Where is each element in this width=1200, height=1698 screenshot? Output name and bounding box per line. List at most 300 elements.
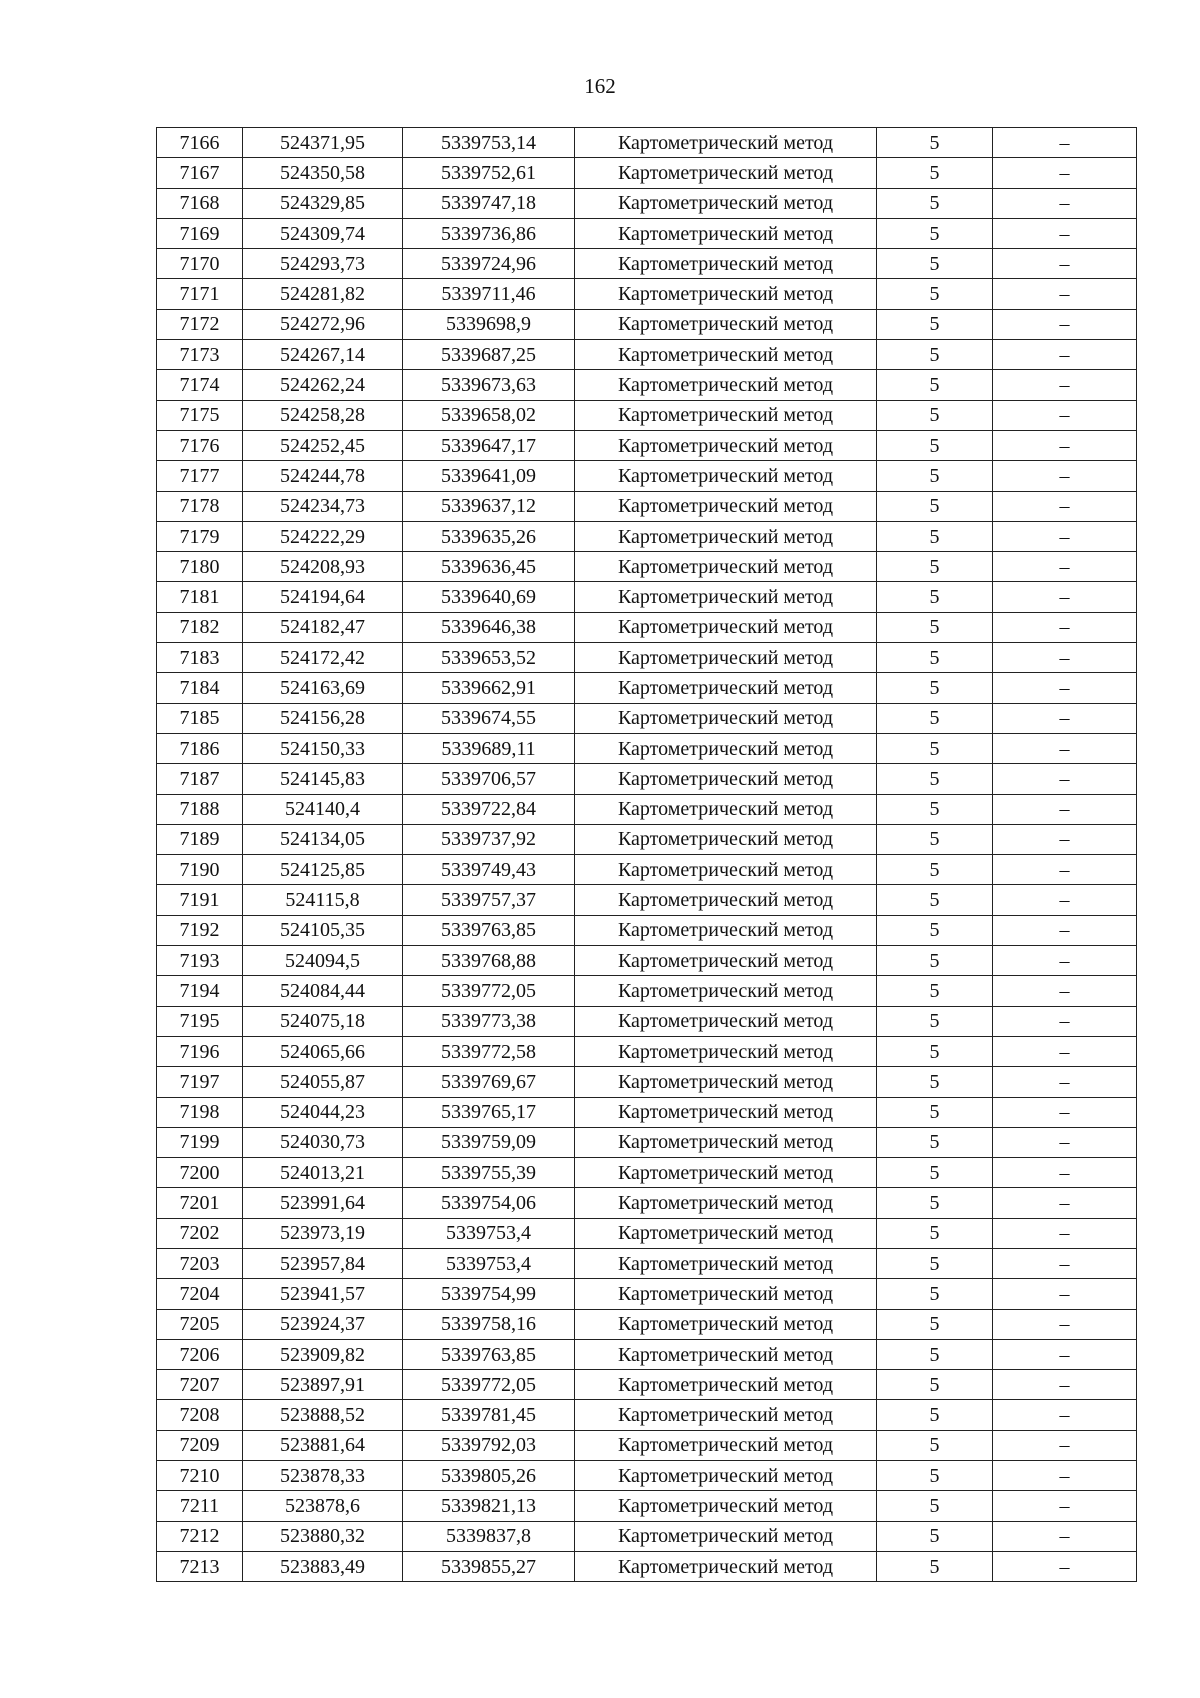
- point-number-cell: 7167: [157, 158, 243, 188]
- table-row: [157, 400, 1137, 430]
- note-cell: –: [993, 158, 1137, 188]
- method-cell: Картометрический метод: [575, 128, 877, 158]
- accuracy-cell: 5: [877, 976, 993, 1006]
- y-coordinate-cell: 5339646,38: [403, 612, 575, 642]
- x-coordinate-cell: 524044,23: [243, 1097, 403, 1127]
- table-row: [157, 946, 1137, 976]
- y-coordinate-cell: 5339635,26: [403, 521, 575, 551]
- accuracy-cell: 5: [877, 1036, 993, 1066]
- note-cell: –: [993, 279, 1137, 309]
- table-row: [157, 885, 1137, 915]
- y-coordinate-cell: 5339674,55: [403, 703, 575, 733]
- note-cell: –: [993, 370, 1137, 400]
- table-row: [157, 1248, 1137, 1278]
- accuracy-cell: 5: [877, 521, 993, 551]
- table-row: [157, 1430, 1137, 1460]
- coordinates-table: [156, 127, 1137, 1582]
- x-coordinate-cell: 523909,82: [243, 1339, 403, 1369]
- page-number: 162: [584, 74, 616, 98]
- point-number-cell: 7197: [157, 1067, 243, 1097]
- method-cell: Картометрический метод: [575, 521, 877, 551]
- y-coordinate-cell: 5339747,18: [403, 188, 575, 218]
- table-row: [157, 1006, 1137, 1036]
- table-row: [157, 794, 1137, 824]
- accuracy-cell: 5: [877, 673, 993, 703]
- point-number-cell: 7169: [157, 218, 243, 248]
- point-number-cell: 7180: [157, 552, 243, 582]
- x-coordinate-cell: 524134,05: [243, 824, 403, 854]
- method-cell: Картометрический метод: [575, 764, 877, 794]
- point-number-cell: 7175: [157, 400, 243, 430]
- y-coordinate-cell: 5339722,84: [403, 794, 575, 824]
- x-coordinate-cell: 524115,8: [243, 885, 403, 915]
- y-coordinate-cell: 5339658,02: [403, 400, 575, 430]
- note-cell: –: [993, 218, 1137, 248]
- x-coordinate-cell: 524105,35: [243, 915, 403, 945]
- method-cell: Картометрический метод: [575, 1127, 877, 1157]
- accuracy-cell: 5: [877, 946, 993, 976]
- y-coordinate-cell: 5339706,57: [403, 764, 575, 794]
- point-number-cell: 7174: [157, 370, 243, 400]
- point-number-cell: 7213: [157, 1551, 243, 1581]
- table-row: [157, 673, 1137, 703]
- method-cell: Картометрический метод: [575, 1339, 877, 1369]
- point-number-cell: 7209: [157, 1430, 243, 1460]
- y-coordinate-cell: 5339765,17: [403, 1097, 575, 1127]
- x-coordinate-cell: 524145,83: [243, 764, 403, 794]
- note-cell: –: [993, 1521, 1137, 1551]
- note-cell: –: [993, 794, 1137, 824]
- x-coordinate-cell: 524182,47: [243, 612, 403, 642]
- point-number-cell: 7200: [157, 1158, 243, 1188]
- point-number-cell: 7171: [157, 279, 243, 309]
- x-coordinate-cell: 523878,33: [243, 1461, 403, 1491]
- accuracy-cell: 5: [877, 1127, 993, 1157]
- x-coordinate-cell: 523888,52: [243, 1400, 403, 1430]
- y-coordinate-cell: 5339759,09: [403, 1127, 575, 1157]
- x-coordinate-cell: 524262,24: [243, 370, 403, 400]
- accuracy-cell: 5: [877, 1521, 993, 1551]
- method-cell: Картометрический метод: [575, 1430, 877, 1460]
- note-cell: –: [993, 703, 1137, 733]
- table-row: [157, 1461, 1137, 1491]
- method-cell: Картометрический метод: [575, 218, 877, 248]
- table-row: [157, 1279, 1137, 1309]
- table-row: [157, 491, 1137, 521]
- point-number-cell: 7188: [157, 794, 243, 824]
- point-number-cell: 7179: [157, 521, 243, 551]
- x-coordinate-cell: 524163,69: [243, 673, 403, 703]
- table-row: [157, 855, 1137, 885]
- accuracy-cell: 5: [877, 1158, 993, 1188]
- table-row: [157, 1309, 1137, 1339]
- table-row: [157, 976, 1137, 1006]
- point-number-cell: 7206: [157, 1339, 243, 1369]
- point-number-cell: 7184: [157, 673, 243, 703]
- y-coordinate-cell: 5339653,52: [403, 643, 575, 673]
- y-coordinate-cell: 5339757,37: [403, 885, 575, 915]
- y-coordinate-cell: 5339781,45: [403, 1400, 575, 1430]
- y-coordinate-cell: 5339855,27: [403, 1551, 575, 1581]
- note-cell: –: [993, 643, 1137, 673]
- accuracy-cell: 5: [877, 855, 993, 885]
- x-coordinate-cell: 524094,5: [243, 946, 403, 976]
- method-cell: Картометрический метод: [575, 1067, 877, 1097]
- accuracy-cell: 5: [877, 340, 993, 370]
- accuracy-cell: 5: [877, 552, 993, 582]
- table-row: [157, 1400, 1137, 1430]
- table-row: [157, 1036, 1137, 1066]
- accuracy-cell: 5: [877, 309, 993, 339]
- x-coordinate-cell: 523878,6: [243, 1491, 403, 1521]
- y-coordinate-cell: 5339749,43: [403, 855, 575, 885]
- y-coordinate-cell: 5339753,4: [403, 1248, 575, 1278]
- method-cell: Картометрический метод: [575, 915, 877, 945]
- point-number-cell: 7194: [157, 976, 243, 1006]
- accuracy-cell: 5: [877, 430, 993, 460]
- note-cell: –: [993, 1491, 1137, 1521]
- table-row: [157, 1218, 1137, 1248]
- method-cell: Картометрический метод: [575, 855, 877, 885]
- x-coordinate-cell: 523897,91: [243, 1370, 403, 1400]
- point-number-cell: 7189: [157, 824, 243, 854]
- y-coordinate-cell: 5339769,67: [403, 1067, 575, 1097]
- y-coordinate-cell: 5339689,11: [403, 733, 575, 763]
- method-cell: Картометрический метод: [575, 976, 877, 1006]
- x-coordinate-cell: 524329,85: [243, 188, 403, 218]
- x-coordinate-cell: 524013,21: [243, 1158, 403, 1188]
- method-cell: Картометрический метод: [575, 1551, 877, 1581]
- point-number-cell: 7205: [157, 1309, 243, 1339]
- x-coordinate-cell: 523941,57: [243, 1279, 403, 1309]
- method-cell: Картометрический метод: [575, 643, 877, 673]
- point-number-cell: 7198: [157, 1097, 243, 1127]
- y-coordinate-cell: 5339637,12: [403, 491, 575, 521]
- y-coordinate-cell: 5339753,14: [403, 128, 575, 158]
- y-coordinate-cell: 5339805,26: [403, 1461, 575, 1491]
- note-cell: –: [993, 1006, 1137, 1036]
- y-coordinate-cell: 5339758,16: [403, 1309, 575, 1339]
- point-number-cell: 7196: [157, 1036, 243, 1066]
- note-cell: –: [993, 885, 1137, 915]
- note-cell: –: [993, 521, 1137, 551]
- method-cell: Картометрический метод: [575, 188, 877, 218]
- x-coordinate-cell: 524293,73: [243, 249, 403, 279]
- method-cell: Картометрический метод: [575, 673, 877, 703]
- accuracy-cell: 5: [877, 1370, 993, 1400]
- y-coordinate-cell: 5339763,85: [403, 915, 575, 945]
- x-coordinate-cell: 523991,64: [243, 1188, 403, 1218]
- accuracy-cell: 5: [877, 1248, 993, 1278]
- method-cell: Картометрический метод: [575, 1491, 877, 1521]
- table-row: [157, 1188, 1137, 1218]
- table-row: [157, 552, 1137, 582]
- point-number-cell: 7211: [157, 1491, 243, 1521]
- table-row: [157, 612, 1137, 642]
- point-number-cell: 7178: [157, 491, 243, 521]
- method-cell: Картометрический метод: [575, 1036, 877, 1066]
- accuracy-cell: 5: [877, 1430, 993, 1460]
- x-coordinate-cell: 524281,82: [243, 279, 403, 309]
- note-cell: –: [993, 1248, 1137, 1278]
- point-number-cell: 7187: [157, 764, 243, 794]
- x-coordinate-cell: 524222,29: [243, 521, 403, 551]
- method-cell: Картометрический метод: [575, 340, 877, 370]
- y-coordinate-cell: 5339687,25: [403, 340, 575, 370]
- y-coordinate-cell: 5339837,8: [403, 1521, 575, 1551]
- note-cell: –: [993, 612, 1137, 642]
- table-row: [157, 430, 1137, 460]
- accuracy-cell: 5: [877, 491, 993, 521]
- table-row: [157, 309, 1137, 339]
- method-cell: Картометрический метод: [575, 158, 877, 188]
- x-coordinate-cell: 524156,28: [243, 703, 403, 733]
- y-coordinate-cell: 5339641,09: [403, 461, 575, 491]
- accuracy-cell: 5: [877, 824, 993, 854]
- table-row: [157, 764, 1137, 794]
- accuracy-cell: 5: [877, 612, 993, 642]
- accuracy-cell: 5: [877, 400, 993, 430]
- table-row: [157, 733, 1137, 763]
- point-number-cell: 7208: [157, 1400, 243, 1430]
- accuracy-cell: 5: [877, 1097, 993, 1127]
- note-cell: –: [993, 1309, 1137, 1339]
- point-number-cell: 7170: [157, 249, 243, 279]
- point-number-cell: 7176: [157, 430, 243, 460]
- x-coordinate-cell: 523880,32: [243, 1521, 403, 1551]
- x-coordinate-cell: 524172,42: [243, 643, 403, 673]
- accuracy-cell: 5: [877, 279, 993, 309]
- x-coordinate-cell: 523924,37: [243, 1309, 403, 1339]
- point-number-cell: 7185: [157, 703, 243, 733]
- method-cell: Картометрический метод: [575, 1309, 877, 1339]
- accuracy-cell: 5: [877, 1491, 993, 1521]
- note-cell: –: [993, 1097, 1137, 1127]
- accuracy-cell: 5: [877, 703, 993, 733]
- y-coordinate-cell: 5339636,45: [403, 552, 575, 582]
- note-cell: –: [993, 491, 1137, 521]
- point-number-cell: 7210: [157, 1461, 243, 1491]
- accuracy-cell: 5: [877, 1339, 993, 1369]
- method-cell: Картометрический метод: [575, 1218, 877, 1248]
- point-number-cell: 7201: [157, 1188, 243, 1218]
- note-cell: –: [993, 552, 1137, 582]
- y-coordinate-cell: 5339821,13: [403, 1491, 575, 1521]
- accuracy-cell: 5: [877, 1218, 993, 1248]
- x-coordinate-cell: 523881,64: [243, 1430, 403, 1460]
- note-cell: –: [993, 764, 1137, 794]
- note-cell: –: [993, 340, 1137, 370]
- table-row: [157, 824, 1137, 854]
- note-cell: –: [993, 128, 1137, 158]
- method-cell: Картометрический метод: [575, 279, 877, 309]
- note-cell: –: [993, 1067, 1137, 1097]
- x-coordinate-cell: 524371,95: [243, 128, 403, 158]
- note-cell: –: [993, 1370, 1137, 1400]
- x-coordinate-cell: 524267,14: [243, 340, 403, 370]
- y-coordinate-cell: 5339673,63: [403, 370, 575, 400]
- method-cell: Картометрический метод: [575, 582, 877, 612]
- note-cell: –: [993, 855, 1137, 885]
- note-cell: –: [993, 976, 1137, 1006]
- point-number-cell: 7177: [157, 461, 243, 491]
- method-cell: Картометрический метод: [575, 794, 877, 824]
- accuracy-cell: 5: [877, 128, 993, 158]
- accuracy-cell: 5: [877, 764, 993, 794]
- y-coordinate-cell: 5339736,86: [403, 218, 575, 248]
- y-coordinate-cell: 5339711,46: [403, 279, 575, 309]
- table-row: [157, 643, 1137, 673]
- table-row: [157, 703, 1137, 733]
- accuracy-cell: 5: [877, 582, 993, 612]
- point-number-cell: 7212: [157, 1521, 243, 1551]
- x-coordinate-cell: 524075,18: [243, 1006, 403, 1036]
- method-cell: Картометрический метод: [575, 491, 877, 521]
- note-cell: –: [993, 1279, 1137, 1309]
- note-cell: –: [993, 1036, 1137, 1066]
- table-row: [157, 1158, 1137, 1188]
- x-coordinate-cell: 523957,84: [243, 1248, 403, 1278]
- note-cell: –: [993, 1127, 1137, 1157]
- x-coordinate-cell: 524084,44: [243, 976, 403, 1006]
- note-cell: –: [993, 309, 1137, 339]
- accuracy-cell: 5: [877, 1067, 993, 1097]
- point-number-cell: 7172: [157, 309, 243, 339]
- point-number-cell: 7166: [157, 128, 243, 158]
- method-cell: Картометрический метод: [575, 461, 877, 491]
- x-coordinate-cell: 524252,45: [243, 430, 403, 460]
- point-number-cell: 7204: [157, 1279, 243, 1309]
- table-row: [157, 1097, 1137, 1127]
- point-number-cell: 7192: [157, 915, 243, 945]
- x-coordinate-cell: 524030,73: [243, 1127, 403, 1157]
- y-coordinate-cell: 5339647,17: [403, 430, 575, 460]
- y-coordinate-cell: 5339754,99: [403, 1279, 575, 1309]
- y-coordinate-cell: 5339724,96: [403, 249, 575, 279]
- table-row: [157, 188, 1137, 218]
- y-coordinate-cell: 5339737,92: [403, 824, 575, 854]
- note-cell: –: [993, 582, 1137, 612]
- x-coordinate-cell: 524244,78: [243, 461, 403, 491]
- point-number-cell: 7191: [157, 885, 243, 915]
- accuracy-cell: 5: [877, 188, 993, 218]
- method-cell: Картометрический метод: [575, 1097, 877, 1127]
- note-cell: –: [993, 1430, 1137, 1460]
- x-coordinate-cell: 524309,74: [243, 218, 403, 248]
- x-coordinate-cell: 524140,4: [243, 794, 403, 824]
- method-cell: Картометрический метод: [575, 1006, 877, 1036]
- method-cell: Картометрический метод: [575, 309, 877, 339]
- method-cell: Картометрический метод: [575, 370, 877, 400]
- accuracy-cell: 5: [877, 885, 993, 915]
- x-coordinate-cell: 524194,64: [243, 582, 403, 612]
- y-coordinate-cell: 5339754,06: [403, 1188, 575, 1218]
- table-row: [157, 218, 1137, 248]
- table-row: [157, 582, 1137, 612]
- method-cell: Картометрический метод: [575, 430, 877, 460]
- method-cell: Картометрический метод: [575, 1461, 877, 1491]
- accuracy-cell: 5: [877, 218, 993, 248]
- table-row: [157, 1521, 1137, 1551]
- x-coordinate-cell: 524350,58: [243, 158, 403, 188]
- y-coordinate-cell: 5339755,39: [403, 1158, 575, 1188]
- point-number-cell: 7195: [157, 1006, 243, 1036]
- x-coordinate-cell: 524125,85: [243, 855, 403, 885]
- accuracy-cell: 5: [877, 794, 993, 824]
- note-cell: –: [993, 1339, 1137, 1369]
- table-row: [157, 370, 1137, 400]
- table-row: [157, 279, 1137, 309]
- table-row: [157, 1127, 1137, 1157]
- y-coordinate-cell: 5339772,05: [403, 976, 575, 1006]
- note-cell: –: [993, 430, 1137, 460]
- table-row: [157, 1067, 1137, 1097]
- x-coordinate-cell: 523883,49: [243, 1551, 403, 1581]
- point-number-cell: 7199: [157, 1127, 243, 1157]
- accuracy-cell: 5: [877, 1400, 993, 1430]
- y-coordinate-cell: 5339753,4: [403, 1218, 575, 1248]
- table-row: [157, 1551, 1137, 1581]
- table-row: [157, 128, 1137, 158]
- table-row: [157, 249, 1137, 279]
- point-number-cell: 7203: [157, 1248, 243, 1278]
- x-coordinate-cell: 524150,33: [243, 733, 403, 763]
- table-row: [157, 1491, 1137, 1521]
- note-cell: –: [993, 915, 1137, 945]
- table-row: [157, 158, 1137, 188]
- point-number-cell: 7190: [157, 855, 243, 885]
- note-cell: –: [993, 188, 1137, 218]
- point-number-cell: 7182: [157, 612, 243, 642]
- x-coordinate-cell: 524258,28: [243, 400, 403, 430]
- note-cell: –: [993, 461, 1137, 491]
- method-cell: Картометрический метод: [575, 1158, 877, 1188]
- note-cell: –: [993, 400, 1137, 430]
- point-number-cell: 7193: [157, 946, 243, 976]
- table-row: [157, 340, 1137, 370]
- point-number-cell: 7173: [157, 340, 243, 370]
- table-body: [157, 128, 1137, 1582]
- note-cell: –: [993, 733, 1137, 763]
- accuracy-cell: 5: [877, 1309, 993, 1339]
- method-cell: Картометрический метод: [575, 946, 877, 976]
- y-coordinate-cell: 5339772,05: [403, 1370, 575, 1400]
- method-cell: Картометрический метод: [575, 1521, 877, 1551]
- y-coordinate-cell: 5339698,9: [403, 309, 575, 339]
- x-coordinate-cell: 524208,93: [243, 552, 403, 582]
- accuracy-cell: 5: [877, 1006, 993, 1036]
- accuracy-cell: 5: [877, 158, 993, 188]
- point-number-cell: 7168: [157, 188, 243, 218]
- method-cell: Картометрический метод: [575, 1188, 877, 1218]
- note-cell: –: [993, 946, 1137, 976]
- table-row: [157, 915, 1137, 945]
- accuracy-cell: 5: [877, 915, 993, 945]
- note-cell: –: [993, 1218, 1137, 1248]
- note-cell: –: [993, 249, 1137, 279]
- method-cell: Картометрический метод: [575, 1279, 877, 1309]
- method-cell: Картометрический метод: [575, 400, 877, 430]
- method-cell: Картометрический метод: [575, 1248, 877, 1278]
- note-cell: –: [993, 1461, 1137, 1491]
- table-row: [157, 461, 1137, 491]
- method-cell: Картометрический метод: [575, 703, 877, 733]
- method-cell: Картометрический метод: [575, 249, 877, 279]
- note-cell: –: [993, 1551, 1137, 1581]
- accuracy-cell: 5: [877, 1551, 993, 1581]
- accuracy-cell: 5: [877, 733, 993, 763]
- note-cell: –: [993, 1188, 1137, 1218]
